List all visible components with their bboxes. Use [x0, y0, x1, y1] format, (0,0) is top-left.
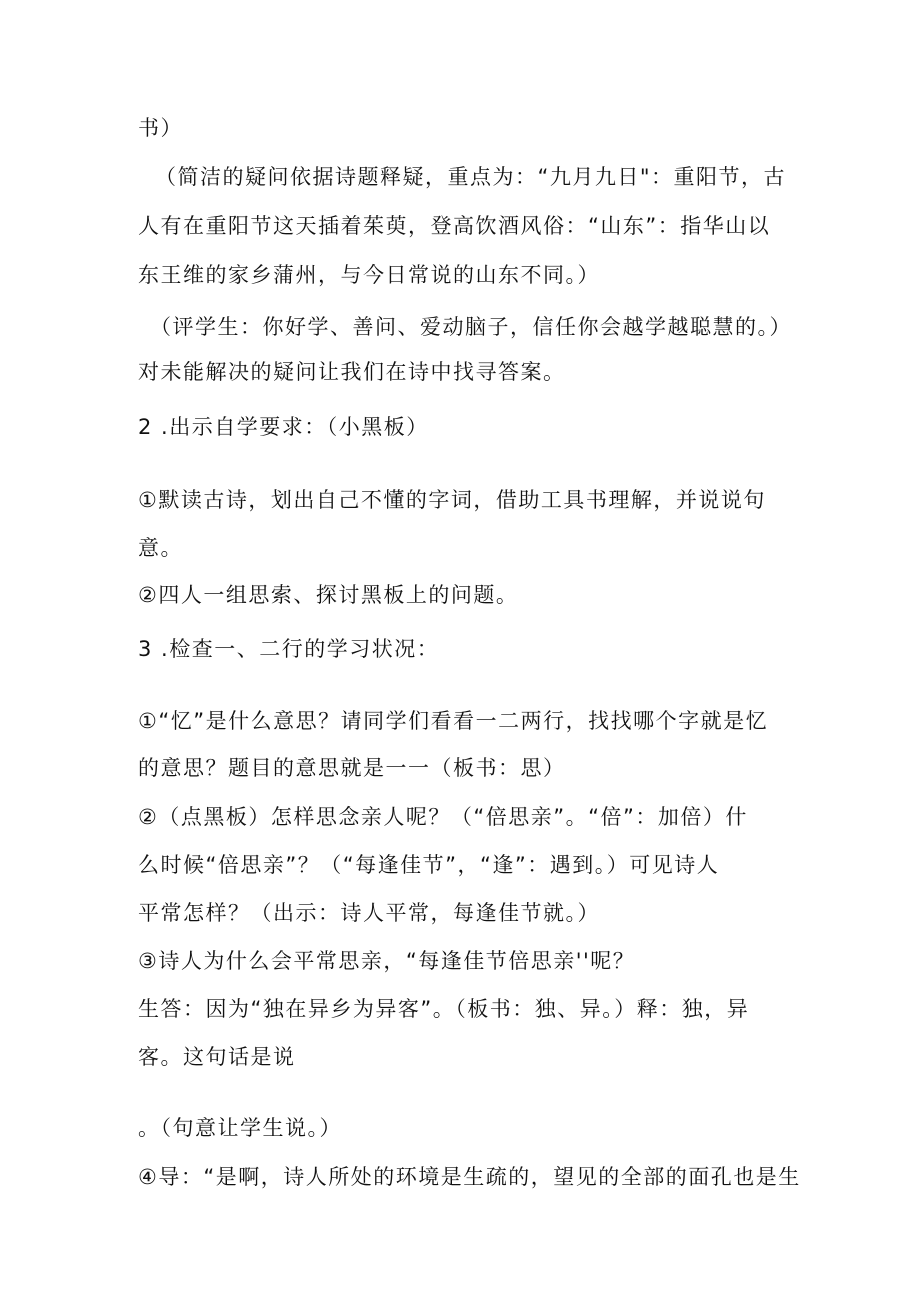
text-line: ②（点黑板）怎样思念亲人呢？（“倍思亲”。“倍”：加倍）什 — [138, 805, 748, 829]
text-line: ①默读古诗，划出自己不懂的字词，借助工具书理解，并说说句 — [138, 488, 766, 512]
text-line: （评学生：你好学、善问、爱动脑子，信任你会越学越聪慧的。） — [150, 315, 792, 339]
text-line: 东王维的家乡蒲州，与今日常说的山东不同。） — [138, 263, 600, 287]
text-line: ④导：“是啊，诗人所处的环境是生疏的，望见的全部的面孔也是生 — [138, 1165, 801, 1189]
text-line: 意。 — [138, 536, 183, 560]
text-line: 书） — [138, 116, 183, 140]
text-line: 。（句意让学生说。） — [138, 1116, 342, 1140]
text-line: ③诗人为什么会平常思亲，“每逢佳节倍思亲''呢？ — [138, 949, 636, 973]
text-line: 生答：因为“独在异乡为异客”。（板书：独、异。）释：独，异 — [138, 997, 750, 1021]
text-line: 平常怎样？（出示：诗人平常，每逢佳节就。） — [138, 901, 600, 925]
text-line: 么时候“倍思亲”？（“每逢佳节”，“逢”：遇到。）可见诗人 — [138, 853, 720, 877]
section-heading: 2 .出示自学要求：（小黑板） — [138, 415, 429, 439]
text-line: （简洁的疑问依据诗题释疑，重点为：“九月九日"：重阳节，古 — [155, 165, 787, 189]
text-line: ①“忆”是什么意思？请同学们看看一二两行，找找哪个字就是忆 — [138, 709, 769, 733]
text-line: 的意思？题目的意思就是一一（板书：思） — [138, 756, 566, 780]
text-line: 人有在重阳节这天插着茱萸，登高饮酒风俗：“山东”：指华山以 — [138, 214, 771, 238]
text-line: 客。这句话是说 — [138, 1045, 296, 1069]
text-line: 对未能解决的疑问让我们在诗中找寻答案。 — [138, 360, 566, 384]
section-heading: 3 .检查一、二行的学习状况： — [138, 637, 440, 661]
text-line: ②四人一组思索、探讨黑板上的问题。 — [138, 583, 519, 607]
